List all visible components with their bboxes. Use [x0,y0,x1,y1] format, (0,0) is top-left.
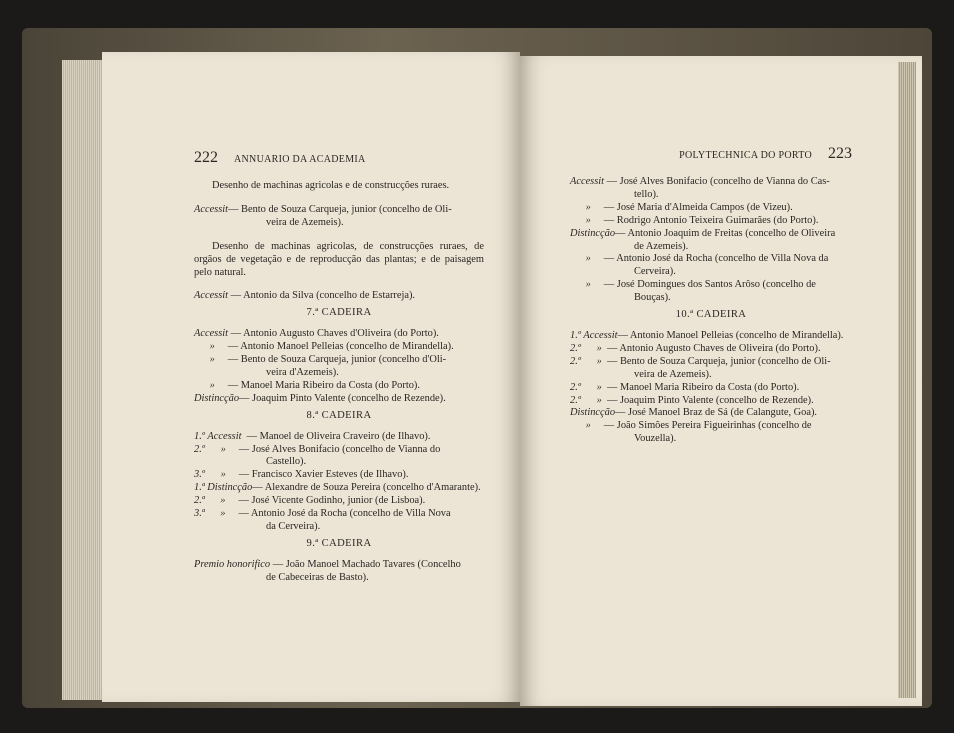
entry-text: — José Vicente Godinho, junior (de Lisboa). [225,495,426,507]
entry-continuation: Bouças). [634,292,671,304]
section-heading: 7.ª CADEIRA [306,307,372,319]
entry-label: 2.º » [570,381,602,393]
entry-row [570,382,852,395]
entry-label: » [194,341,215,353]
entry-row [194,328,484,341]
list-item [570,215,852,228]
paragraph: Desenho de machinas agricolas e de construcções ruraes. [212,180,450,191]
right-page-content [570,145,852,446]
entry-row [570,253,852,266]
entry-label: 1.º Accessit [194,430,242,442]
entry-row [194,482,484,495]
entry-label: 2.º » [570,355,602,367]
entry-text: — Joaquim Pinto Valente (concelho de Rezende). [601,394,814,406]
entry-text: — Antonio Augusto Chaves d'Oliveira (do Porto). [228,328,439,340]
entry-text: — José Maria d'Almeida Campos (de Vizeu). [590,201,793,213]
spacer [194,230,484,241]
entry-row [570,279,852,292]
left-page-header [194,149,484,170]
entry-label: Distincção [194,392,240,404]
entry-text: — Antonio José da Rocha (concelho de Villa Nova da [590,253,829,265]
entry-row [194,204,484,217]
entry-row [194,469,484,482]
entry-continuation: de Cabeceiras de Basto). [266,571,369,583]
entry-label: 2.º » [194,443,226,455]
entry-continuation: Castello). [266,456,307,468]
entry-row [570,176,852,189]
list-item [194,482,484,495]
entry-text: — Bento de Souza Carqueja, junior (concelho d'Oli- [214,354,447,366]
entry-label: Premio honorifico [194,558,271,570]
entry-label: Distincção [570,227,616,239]
entry-label: » [194,379,215,391]
entry-row [570,395,852,408]
list-item [570,343,852,356]
list-item [194,204,484,230]
section-heading: 10.ª CADEIRA [675,309,747,321]
open-book [22,28,932,708]
list-item [194,431,484,444]
entry-text: — Manoel de Oliveira Craveiro (de Ilhavo). [241,430,431,442]
list-item [570,279,852,305]
entry-text: — José Manoel Braz de Sá (de Calangute, Goa). [615,407,818,419]
entry-row [194,290,484,303]
entry-label: » [194,354,215,366]
entry-text: — Manoel Maria Ribeiro da Costa (do Porto). [214,379,420,391]
list-item [194,508,484,534]
list-item [570,253,852,279]
running-head: ANNUARIO DA ACADEMIA [234,154,366,165]
entry-text: — Alexandre de Souza Pereira (concelho d'Amarante). [252,482,481,494]
entry-continuation: veira de Azemeis). [634,368,712,380]
list-item [194,559,484,585]
entry-row [570,407,852,420]
entry-label: Accessit [194,203,229,215]
entry-label: 1.ª Distincção [194,482,253,494]
entry-row [570,215,852,228]
entry-label: » [570,201,591,213]
entry-row [570,343,852,356]
list-item [194,469,484,482]
entry-text: — Francisco Xavier Esteves (de Ilhavo). [225,469,409,481]
list-item [570,395,852,408]
entry-row [194,341,484,354]
entry-label: Accessit [194,290,229,302]
page-number: 222 [194,149,218,166]
right-page-header [570,145,852,166]
list-item [194,328,484,341]
section-heading: 9.ª CADEIRA [306,537,372,549]
entry-row [570,330,852,343]
entry-label: 3.º » [194,469,226,481]
entry-label: » [570,253,591,265]
entry-label: 2.º » [570,342,602,354]
entry-text: — Antonio Manoel Pelleias (concelho de Mirandella). [617,329,844,341]
list-item [194,354,484,380]
entry-row [570,420,852,433]
list-item [194,444,484,470]
left-page-content [194,149,484,585]
entry-row [194,380,484,393]
page-edges-right [898,62,916,698]
list-item [570,407,852,420]
entry-text: — Antonio José da Rocha (concelho de Villa Nova [225,508,451,520]
list-item [194,290,484,303]
page-edges-left [62,60,104,700]
entry-text: — João Simões Pereira Figueirinhas (concelho de [590,420,812,432]
entry-label: 2.ª » [194,495,226,507]
entry-row [194,354,484,367]
right-page [520,56,922,706]
entry-text: — José Alves Bonifacio (concelho de Vianna do [225,443,441,455]
entry-row [194,393,484,406]
entry-continuation: de Azemeis). [634,240,689,252]
paragraph: Desenho de machinas agricolas, de construcções ruraes, de orgãos de vegetação e de reproducção das plantas; e de paisagem pelo natural. [194,240,484,278]
list-item [570,202,852,215]
entry-continuation: veira d'Azemeis). [266,366,339,378]
list-item [194,380,484,393]
entry-continuation: Cerveira). [634,266,676,278]
entry-label: Accessit [194,328,229,340]
list-item [570,420,852,446]
entry-label: » [570,214,591,226]
list-item [570,330,852,343]
list-item [194,495,484,508]
entry-row [194,508,484,521]
entry-row [570,202,852,215]
entry-continuation: veira de Azemeis). [266,216,344,228]
entry-text: — Bento de Souza Carqueja, junior (concelho de Oli- [601,355,831,367]
entry-text: — Antonio da Silva (concelho de Estarreja). [228,290,416,302]
entry-label: 2.º » [570,394,602,406]
entry-text: — Joaquim Pinto Valente (concelho de Rezende). [239,392,446,404]
entry-text: — José Domingues dos Santos Arôso (concelho de [590,279,816,291]
entry-text: — Manoel Maria Ribeiro da Costa (do Porto). [601,381,800,393]
entry-row [570,356,852,369]
section-heading: 8.ª CADEIRA [306,409,372,421]
entry-label: » [570,279,591,291]
running-head: POLYTECHNICA DO PORTO [679,150,812,161]
left-page [102,52,520,702]
entry-row [194,559,484,572]
entry-label: Distincção [570,407,616,419]
entry-row [570,228,852,241]
entry-label: 1.º Accessit [570,329,618,341]
entry-text: — João Manoel Machado Tavares (Concelho [270,558,461,570]
entry-continuation: da Cerveira). [266,520,321,532]
entry-label: 3.ª » [194,508,226,520]
entry-text: — Rodrigo Antonio Teixeira Guimarães (do Porto). [590,214,819,226]
entry-row [194,495,484,508]
entry-text: — Bento de Souza Carqueja, junior (concelho de Oli- [228,203,452,215]
entry-text: — Antonio Manoel Pelleias (concelho de Mirandella). [214,341,454,353]
list-item [570,382,852,395]
entry-row [194,431,484,444]
list-item [194,393,484,406]
entry-label: Accessit [570,176,605,187]
page-number: 223 [828,145,852,162]
entry-text: — Antonio Joaquim de Freitas (concelho de Oliveira [615,227,836,239]
list-item [570,356,852,382]
entry-text: — Antonio Augusto Chaves de Oliveira (do Porto). [601,342,821,354]
entry-continuation: Vouzella). [634,433,677,445]
list-item [570,228,852,254]
entry-label: » [570,420,591,432]
entry-text: — José Alves Bonifacio (concelho de Vianna do Cas- [604,176,830,187]
entry-row [194,444,484,457]
entry-continuation: tello). [634,188,659,200]
list-item [570,176,852,202]
list-item [194,341,484,354]
